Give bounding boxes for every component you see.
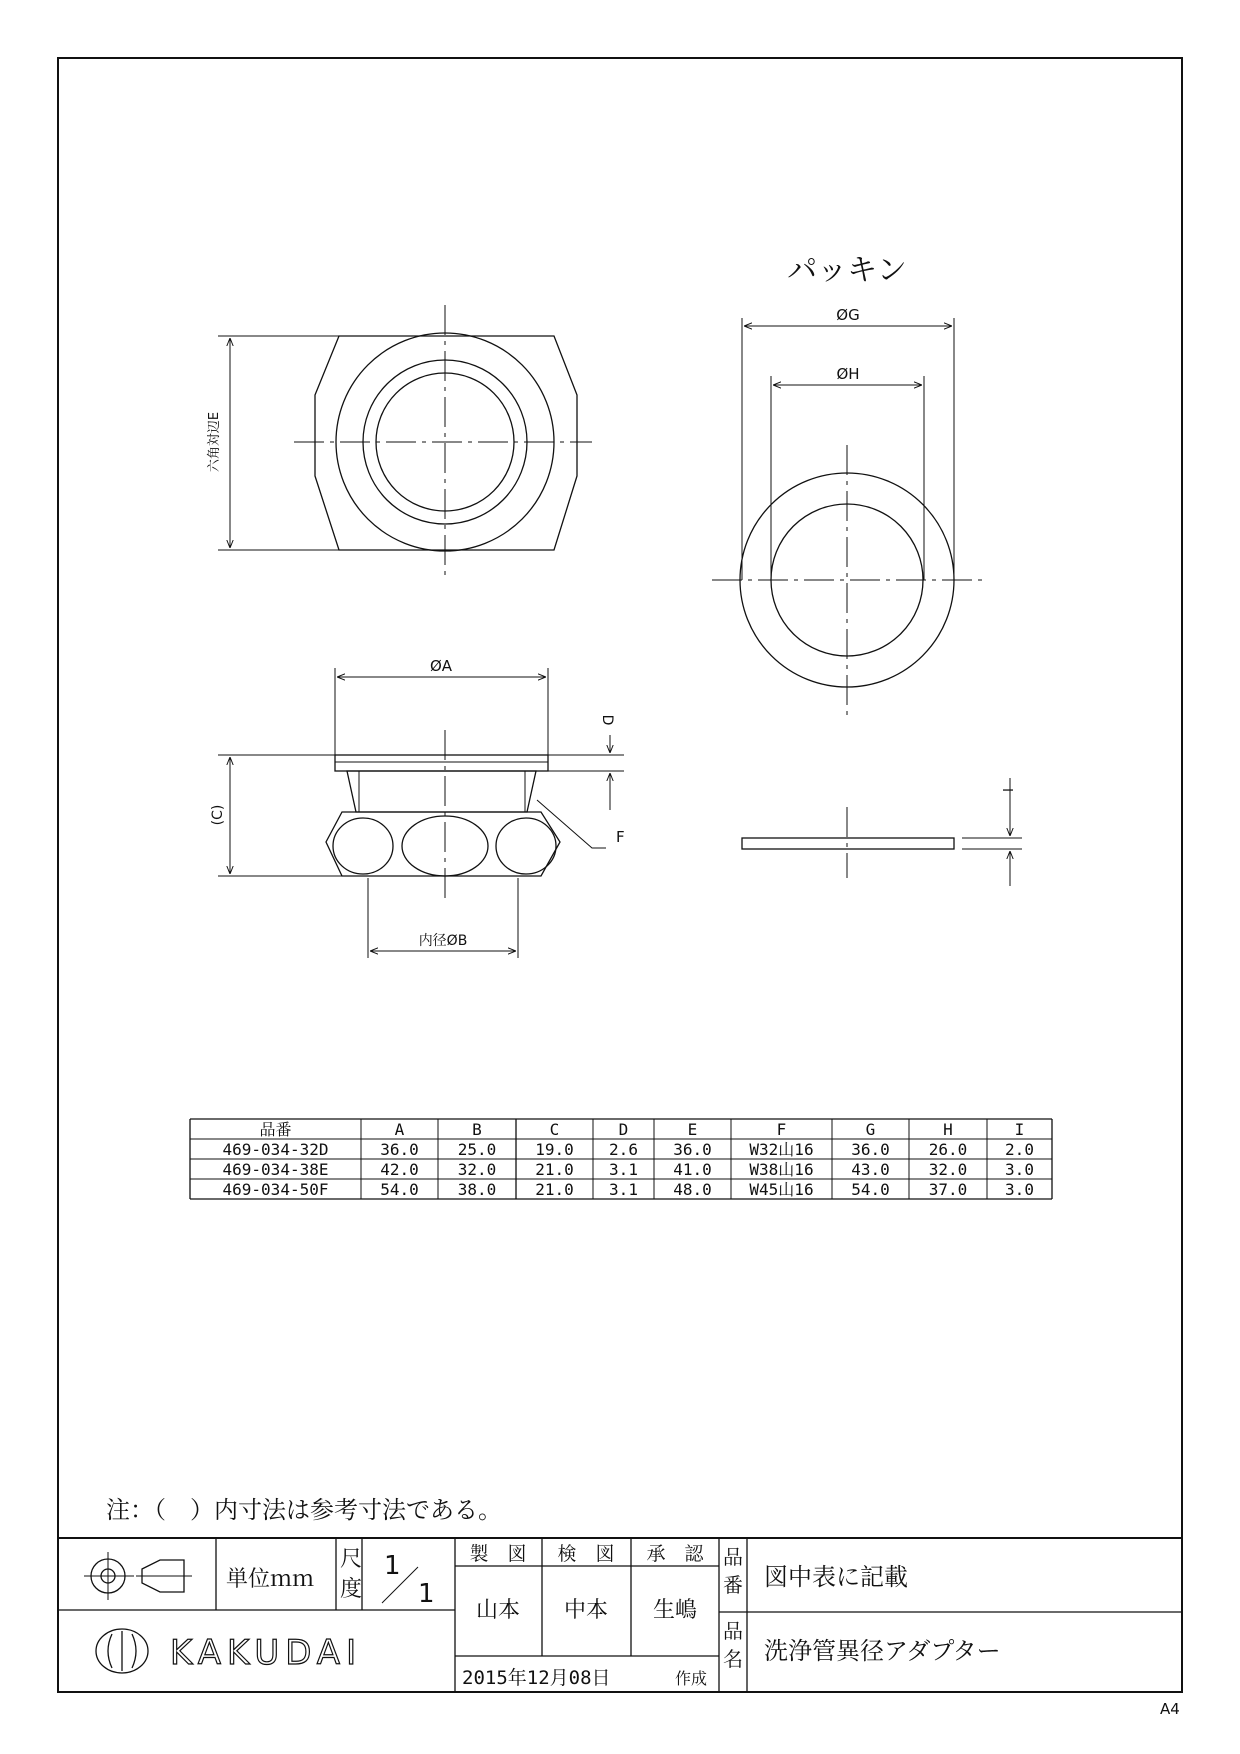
table-header-cell: D	[618, 1120, 629, 1139]
table-cell: 469-034-50F	[222, 1180, 329, 1199]
hex-nut-top-view	[207, 305, 592, 578]
table-header-cell: G	[865, 1120, 876, 1139]
spec-table	[190, 1119, 1052, 1199]
table-header-cell: I	[1014, 1120, 1025, 1139]
table-header-cell: H	[943, 1120, 953, 1139]
table-header-cell: E	[687, 1120, 698, 1139]
table-cell: 42.0	[380, 1160, 419, 1179]
dim-D-label: D	[599, 714, 615, 726]
part-no-value: 図中表に記載	[764, 1563, 908, 1591]
dim-I-label: I	[999, 788, 1014, 792]
note-text: 注：（ ）内寸法は参考寸法である。	[106, 1496, 502, 1524]
table-cell: 36.0	[851, 1140, 890, 1159]
table-cell: W32山16	[749, 1140, 814, 1159]
table-cell: 43.0	[851, 1160, 890, 1179]
scale-label-1: 尺	[340, 1547, 363, 1572]
checked-by-header: 検 図	[557, 1543, 615, 1565]
company-name: KAKUDAI	[170, 1633, 363, 1673]
table-cell: 2.0	[1005, 1140, 1034, 1159]
name-label-2: 名	[723, 1647, 743, 1671]
dim-B-label: 内径ØB	[418, 933, 468, 949]
dim-C-label: (C)	[210, 804, 226, 826]
checked-by-name: 中本	[563, 1598, 609, 1623]
scale-label-2: 度	[340, 1577, 363, 1602]
table-cell: 48.0	[673, 1180, 712, 1199]
dim-H-label: ØH	[836, 365, 860, 383]
dim-E-label: 六角対辺E	[207, 411, 222, 473]
table-cell: 32.0	[457, 1160, 497, 1179]
dim-G-label: ØG	[836, 306, 860, 324]
kakudai-logo-icon	[96, 1629, 148, 1673]
table-cell: W45山16	[749, 1180, 814, 1199]
part-no-label-1: 品	[723, 1545, 743, 1569]
part-no-label-2: 番	[723, 1573, 743, 1597]
table-header-cell: A	[394, 1120, 405, 1139]
date-suffix: 作成	[675, 1669, 708, 1688]
table-cell: 36.0	[673, 1140, 712, 1159]
packing-side-view	[742, 778, 1022, 886]
table-cell: W38山16	[749, 1160, 814, 1179]
table-cell: 3.1	[609, 1160, 638, 1179]
table-header-cell: C	[549, 1120, 560, 1139]
table-cell: 25.0	[457, 1140, 497, 1159]
table-cell: 3.1	[609, 1180, 638, 1199]
table-cell: 3.0	[1005, 1160, 1034, 1179]
table-cell: 32.0	[928, 1160, 968, 1179]
dim-A-label: ØA	[429, 657, 453, 675]
table-cell: 37.0	[928, 1180, 968, 1199]
approved-by-header: 承 認	[646, 1543, 704, 1565]
sheet-border	[58, 58, 1182, 1692]
title-block	[58, 1538, 1182, 1692]
name-label-1: 品	[723, 1619, 743, 1643]
third-angle-projection-icon	[84, 1552, 192, 1600]
table-header-cell: F	[776, 1120, 787, 1139]
table-cell: 54.0	[851, 1180, 890, 1199]
drawn-by-name: 山本	[475, 1598, 521, 1623]
drawing-date: 2015年12月08日	[462, 1667, 611, 1689]
scale-numerator: 1	[384, 1551, 401, 1581]
adapter-side-view	[210, 657, 625, 958]
table-cell: 2.6	[609, 1140, 638, 1159]
table-cell: 21.0	[535, 1180, 574, 1199]
table-cell: 54.0	[380, 1180, 419, 1199]
table-header-cell: B	[472, 1120, 482, 1139]
table-cell: 3.0	[1005, 1180, 1034, 1199]
table-cell: 41.0	[673, 1160, 712, 1179]
table-cell: 38.0	[457, 1180, 497, 1199]
unit-label: 単位ｍｍ	[226, 1567, 315, 1592]
scale-denominator: 1	[418, 1579, 435, 1609]
paper-size: A4	[1160, 1700, 1180, 1718]
table-header-cell: 品番	[259, 1120, 292, 1139]
dim-F-label: F	[616, 828, 625, 846]
table-cell: 469-034-32D	[222, 1140, 329, 1159]
packing-label: パッキン	[787, 253, 907, 288]
drawn-by-header: 製 図	[469, 1543, 527, 1565]
approved-by-name: 生嶋	[652, 1598, 698, 1623]
table-cell: 21.0	[535, 1160, 574, 1179]
product-name: 洗浄管異径アダプター	[764, 1637, 1001, 1665]
packing-top-view	[712, 253, 985, 715]
table-cell: 19.0	[535, 1140, 574, 1159]
table-cell: 26.0	[928, 1140, 968, 1159]
table-cell: 469-034-38E	[222, 1160, 329, 1179]
table-cell: 36.0	[380, 1140, 419, 1159]
